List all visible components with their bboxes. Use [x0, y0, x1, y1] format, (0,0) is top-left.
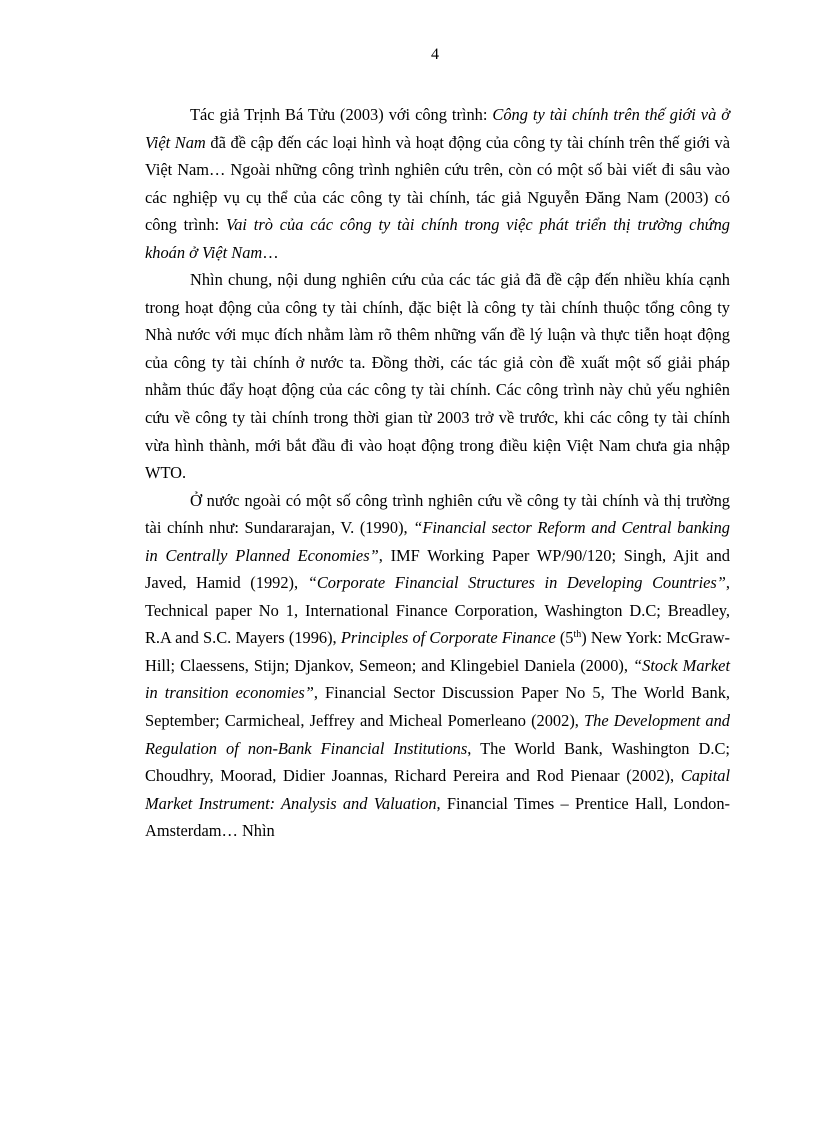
paragraph-1-title-1: Công ty tài chính trên thế giới và ở Việt Nam [145, 105, 730, 152]
paragraph-3-text-2: , IMF Working Paper WP/90/120; Singh, Ajit and Javed, Hamid (1992), [145, 545, 730, 593]
paragraph-1-title-2: Vai trò của các công ty tài chính trong việc phát triển thị trường chứng khoán ở Việt Nam [145, 215, 730, 262]
paragraph-3-title-1: “Financial sector Reform and Central banking in Centrally Planned Economies” [145, 518, 730, 565]
document-body [145, 101, 730, 845]
paragraph-3-text-6: , Financial Sector Discussion Paper No 5, The World Bank, September; Carmicheal, Jeffrey and Micheal Pomerleano (2002), [145, 683, 730, 731]
paragraph-3-superscript: th [573, 629, 582, 641]
paragraph-3-title-2: “Corporate Financial Structures in Developing Countries” [307, 573, 726, 593]
paragraph-3-title-6: Capital Market Instrument: Analysis and Valuation [145, 766, 730, 813]
paragraph-2: Nhìn chung, nội dung nghiên cứu của các tác giả đã đề cập đến nhiều khía cạnh trong hoạt động của công ty tài chính, đặc biệt là công ty tài chính thuộc tổng công ty Nhà nước với mục đích nhằm làm rõ thêm những vấn đề lý luận và thực tiễn hoạt động của công ty tài chính ở nước ta. Đồng thời, các tác giả còn đề xuất một số giải pháp nhằm thúc đẩy hoạt động của các công ty tài chính. Các công trình này chủ yếu nghiên cứu về công ty tài chính trong thời gian từ 2003 trở về trước, khi các công ty tài chính vừa hình thành, mới bắt đầu đi vào hoạt động trong điều kiện Việt Nam chưa gia nhập WTO. [145, 270, 730, 483]
paragraph-3-text-3: , Technical paper No 1, International Finance Corporation, Washington D.C; Breadley, R.A and S.C. Mayers (1996), [145, 573, 730, 648]
paragraph-3-title-5: The Development and Regulation of non-Bank Financial Institutions [145, 711, 730, 758]
paragraph-1-text-1: Tác giả Trịnh Bá Tửu (2003) với công trình: [190, 105, 493, 124]
paragraph-3-text-4: (5 [555, 628, 574, 648]
paragraph-3-text-5: ) New York: McGraw-Hill; Claessens, Stijn; Djankov, Semeon; and Klingebiel Daniela (2000), [145, 628, 730, 675]
paragraph-3-text-8: , Financial Times – Prentice Hall, London-Amsterdam… Nhìn [145, 793, 730, 841]
paragraph-3-text-7: , The World Bank, Washington D.C; Choudhry, Moorad, Didier Joannas, Richard Pereira and Rod Pienaar (2002), [145, 738, 730, 786]
paragraph-3 [145, 487, 730, 845]
paragraph-3-text-1: Ở nước ngoài có một số công trình nghiên cứu về công ty tài chính và thị trường tài chính như: Sundararajan, V. (1990), [145, 490, 730, 538]
paragraph-1 [145, 101, 730, 266]
paragraph-1-text-2: đã đề cập đến các loại hình và hoạt động của công ty tài chính trên thế giới và Việt Nam… Ngoài những công trình nghiên cứu trên, còn có một số bài viết đi sâu vào các nghiệp vụ cụ thể của các công ty tài chính, tác giả Nguyễn Đăng Nam (2003) có công trình: [145, 132, 730, 235]
paragraph-1-text-3: … [262, 242, 279, 262]
page-number: 4 [431, 46, 439, 63]
paragraph-3-title-3: Principles of Corporate Finance [340, 628, 556, 648]
paragraph-3-title-4: “Stock Market in transition economies” [145, 655, 730, 703]
